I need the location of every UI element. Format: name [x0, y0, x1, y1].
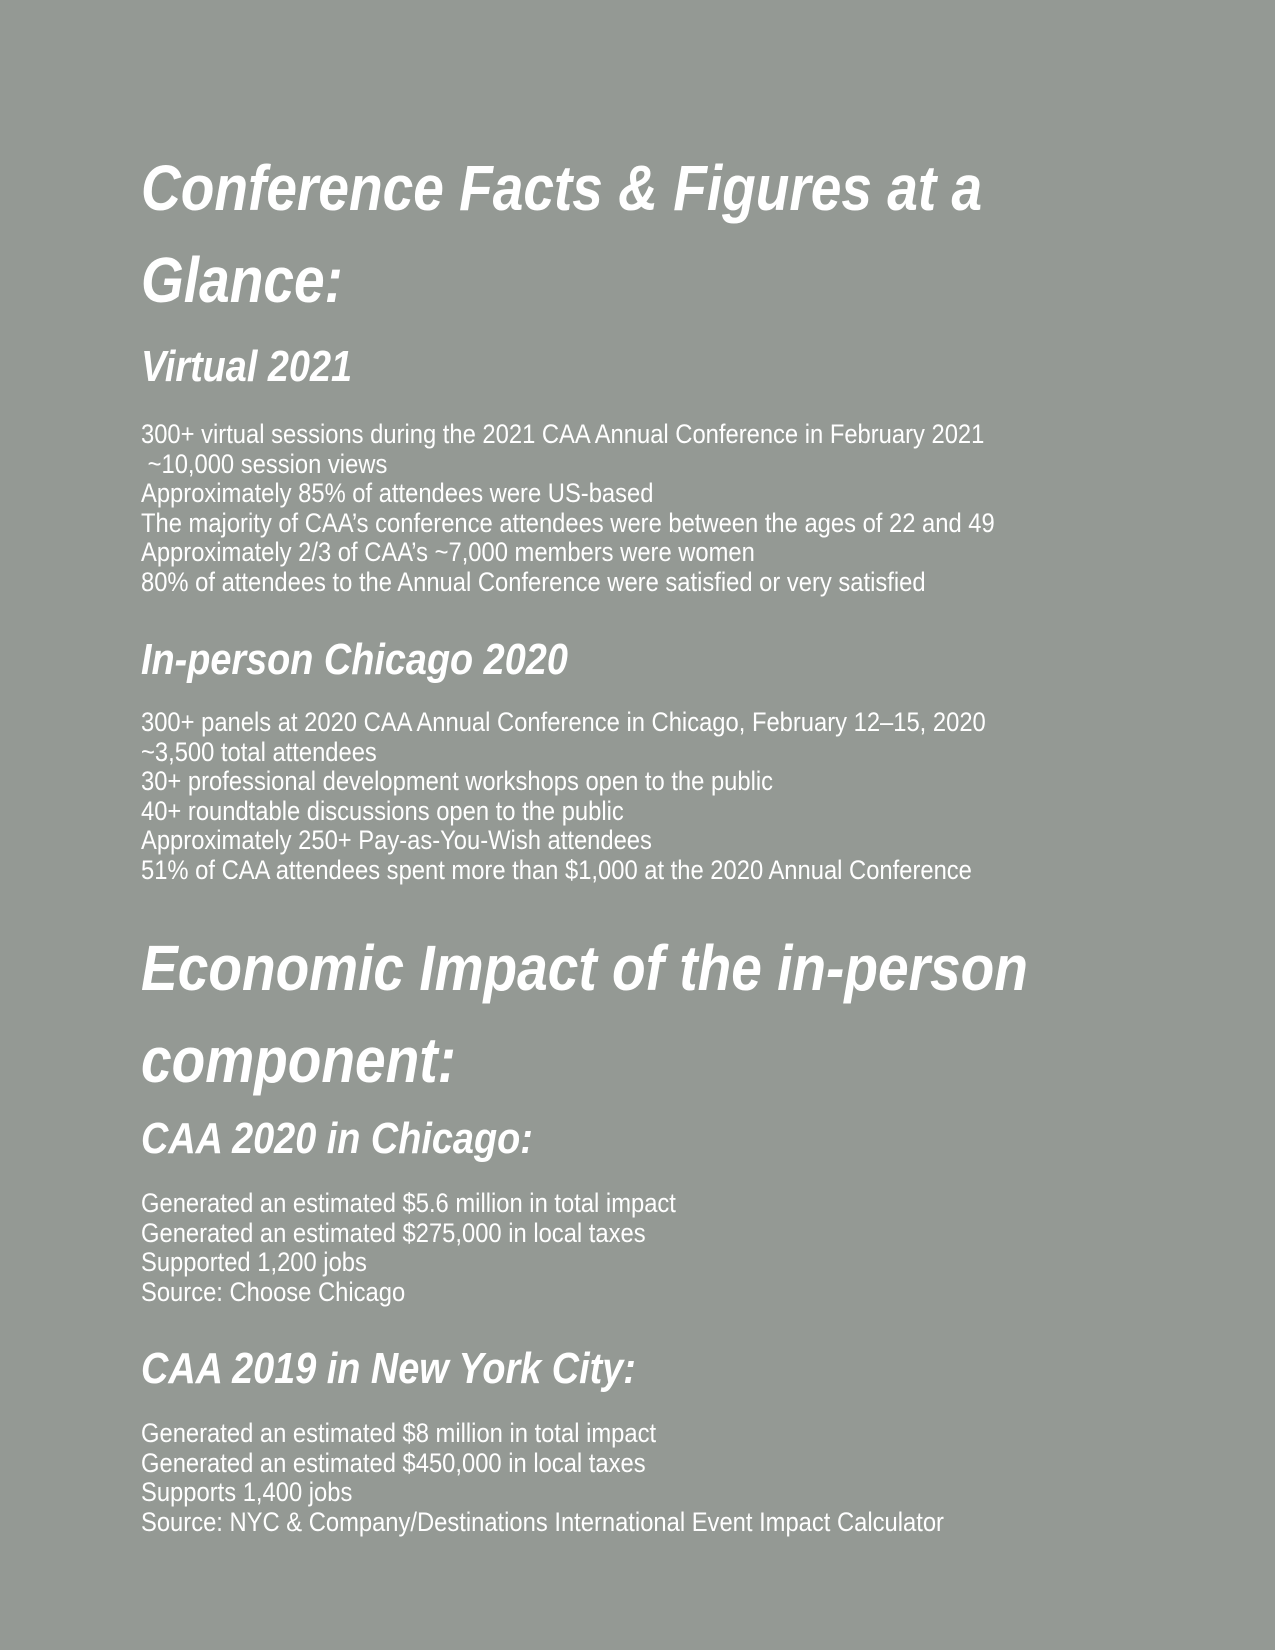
subheading-caa-2020-chicago [141, 1114, 533, 1164]
fact-line: The majority of CAA’s conference attendees were between the ages of 22 and 49 [141, 507, 995, 538]
facts-virtual-2021 [141, 420, 995, 597]
heading-line: Conference Facts & Figures at a [141, 152, 983, 224]
subheading-line: CAA 2020 in Chicago: [141, 1114, 533, 1163]
heading-line: component: [141, 1024, 456, 1096]
fact-line: 300+ virtual sessions during the 2021 CAA Annual Conference in February 2021 [141, 419, 985, 449]
fact-line: 51% of CAA attendees spent more than $1,000 at the 2020 Annual Conference [141, 854, 972, 885]
subheading-line: Virtual 2021 [141, 342, 353, 391]
fact-line: Generated an estimated $8 million in total impact [141, 1418, 657, 1448]
fact-line: 300+ panels at 2020 CAA Annual Conference in Chicago, February 12–15, 2020 [141, 707, 986, 737]
fact-line: Approximately 250+ Pay-as-You-Wish attendees [141, 825, 652, 855]
subheading-line: CAA 2019 in New York City: [141, 1344, 636, 1393]
subheading-caa-2019-nyc [141, 1344, 636, 1394]
fact-line: ~10,000 session views [141, 448, 388, 479]
fact-line: 80% of attendees to the Annual Conference were satisfied or very satisfied [141, 566, 926, 597]
fact-line: Approximately 2/3 of CAA’s ~7,000 members were women [141, 537, 755, 567]
fact-line: 40+ roundtable discussions open to the public [141, 795, 624, 826]
fact-line: Generated an estimated $5.6 million in total impact [141, 1188, 676, 1218]
fact-line: Supported 1,200 jobs [141, 1247, 367, 1277]
facts-chicago-2020-impact [141, 1189, 676, 1307]
fact-line: Source: NYC & Company/Destinations International Event Impact Calculator [141, 1506, 944, 1537]
heading-line: Economic Impact of the in-person [141, 932, 1028, 1004]
fact-line: ~3,500 total attendees [141, 736, 377, 767]
heading-conference-facts [141, 142, 982, 326]
fact-line: Supports 1,400 jobs [141, 1477, 353, 1507]
fact-line: Source: Choose Chicago [141, 1276, 406, 1307]
fact-line: Generated an estimated $450,000 in local taxes [141, 1447, 646, 1478]
fact-line: Generated an estimated $275,000 in local taxes [141, 1217, 646, 1248]
heading-economic-impact [141, 922, 1028, 1106]
subheading-line: In-person Chicago 2020 [141, 635, 568, 684]
fact-line: 30+ professional development workshops open to the public [141, 766, 774, 796]
subheading-inperson-chicago-2020 [141, 635, 568, 685]
subheading-virtual-2021 [141, 342, 352, 392]
fact-line: Approximately 85% of attendees were US-based [141, 478, 654, 508]
facts-inperson-2020 [141, 708, 986, 885]
heading-line: Glance: [141, 244, 343, 316]
facts-nyc-2019-impact [141, 1419, 944, 1537]
